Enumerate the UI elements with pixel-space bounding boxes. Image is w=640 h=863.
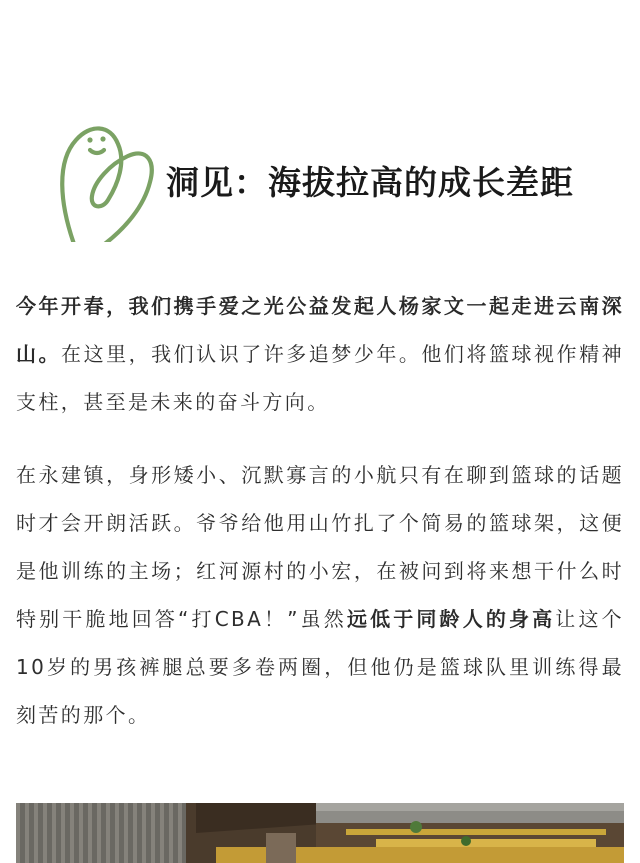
article-body xyxy=(16,282,624,764)
section-header xyxy=(0,112,640,242)
village-roof-photo xyxy=(16,803,624,863)
paragraph-story-text-start: 在永建镇，身形矮小、沉默寡言的小航只有在聊到篮球的话题时才会开朗活跃。爷爷给他用山竹扎了个简易的篮球架，这便是他训练的主场；红河源村的小宏，在被问到将来想干什么时特别干脆地回答“打CBA！”虽然 xyxy=(16,463,624,631)
paragraph-story-highlight: 远低于同龄人的身高 xyxy=(346,607,556,631)
paragraph-intro-highlight: 今年开春，我们携手爱之光公益发起人杨家文一起走进云南深山。 xyxy=(16,294,624,366)
section-title: 洞见：海拔拉高的成长差距 xyxy=(166,163,574,202)
paragraph-intro-text: 在这里，我们认识了许多追梦少年。他们将篮球视作精神支柱，甚至是未来的奋斗方向。 xyxy=(16,342,624,414)
paragraph-story-text-end: 让这个10岁的男孩裤腿总要多卷两圈，但他仍是篮球队里训练得最刻苦的那个。 xyxy=(16,607,624,727)
paragraph-story xyxy=(16,451,624,739)
paragraph-intro xyxy=(16,282,624,426)
smiling-heart-logo-icon xyxy=(60,120,156,242)
article-photo xyxy=(16,803,624,863)
